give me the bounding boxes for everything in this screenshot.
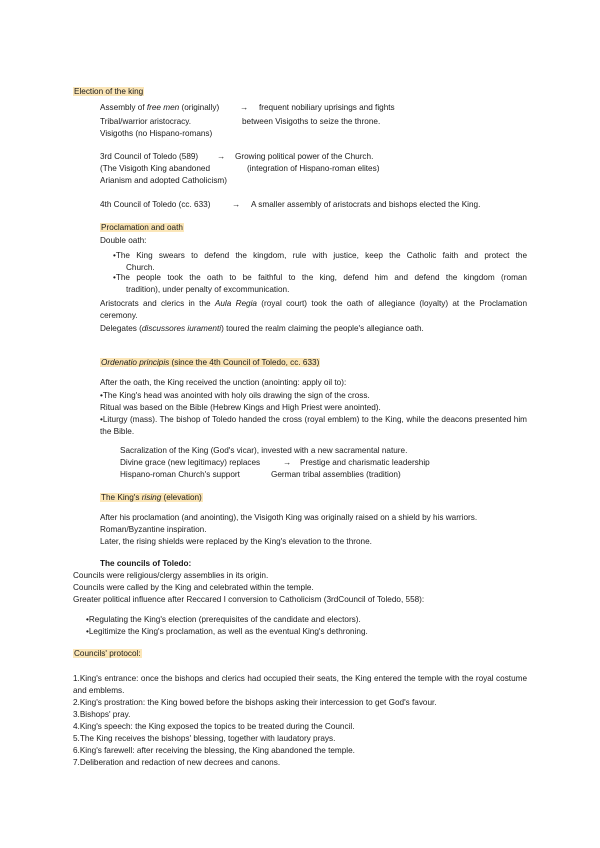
sacralization-text: Sacralization of the King (God's vicar), invested with a new sacramental nature.: [120, 446, 408, 455]
smaller-text: A smaller assembly of aristocrats and bishops elected the King.: [251, 200, 481, 209]
rising-line-3: Later, the rising shields were replaced by the King's elevation to the throne.: [100, 537, 372, 546]
divine-grace-text: Divine grace (new legitimacy) replaces: [120, 458, 261, 467]
councils-bullet-2: •Legitimize the King's proclamation, as well as the eventual King's dethroning.: [86, 627, 368, 636]
councils-bullet-1: •Regulating the King's election (prerequisites of the candidate and electors).: [86, 615, 361, 624]
arrow-icon: →: [232, 200, 241, 209]
protocol-item-6: 6.King's farewell: after receiving the blessing, the King abandoned the temple.: [73, 746, 355, 755]
section-heading-ordenatio: Ordenatio principis (since the 4th Council of Toledo, cc. 633): [101, 358, 320, 367]
section-heading-election: Election of the king: [74, 87, 144, 96]
assembly-line: Assembly of free men (originally): [100, 103, 220, 112]
protocol-item-2: 2.King's prostration: the King bowed before the bishops asking their intercession to get God's favour.: [73, 698, 437, 707]
council4-text: 4th Council of Toledo (cc. 633): [100, 200, 211, 209]
visigoths-text: Visigoths (no Hispano-romans): [100, 129, 213, 138]
aristocrats-paragraph: Aristocrats and clerics in the Aula Regia (royal court) took the oath of allegiance (loyalty) at the Proclamation ceremony.: [100, 299, 527, 320]
oath-bullet-king: •The King swears to defend the kingdom, rule with justice, keep the Catholic faith and protect the Church.: [113, 251, 527, 272]
double-oath-text: Double oath:: [100, 236, 147, 245]
protocol-item-4: 4.King's speech: the King exposed the topics to be treated during the Council.: [73, 722, 355, 731]
delegates-text: Delegates (discussores iuramenti) toured the realm claiming the people's allegiance oath.: [100, 324, 424, 333]
councils-line-1: Councils were religious/clergy assemblies in its origin.: [73, 571, 269, 580]
hispano-text: Hispano-roman Church's support: [120, 470, 240, 479]
arianism-text: Arianism and adopted Catholicism): [100, 176, 227, 185]
frequent-text: frequent nobiliary uprisings and fights: [259, 103, 395, 112]
section-heading-councils: The councils of Toledo:: [100, 559, 192, 568]
councils-line-2: Councils were called by the King and celebrated within the temple.: [73, 583, 314, 592]
arrow-icon: →: [217, 152, 226, 161]
liturgy-paragraph: •Liturgy (mass). The bishop of Toledo handed the cross (royal emblem) to the King, while the deacons presented him the Bible.: [100, 415, 527, 436]
after-oath-text: After the oath, the King received the unction (anointing: apply oil to):: [100, 378, 347, 387]
growing-text: Growing political power of the Church.: [235, 152, 374, 161]
head-anointed-text: •The King's head was anointed with holy oils drawing the sign of the cross.: [100, 391, 370, 400]
councils-line-3: Greater political influence after Reccared I conversion to Catholicism (3rdCouncil of Toledo, 558):: [73, 595, 425, 604]
protocol-item-5: 5.The King receives the bishops' blessing, together with laudatory prays.: [73, 734, 336, 743]
visigoth-king-text: (The Visigoth King abandoned: [100, 164, 211, 173]
section-heading-rising: The King's rising (elevation): [101, 493, 202, 502]
protocol-item-1: 1.King's entrance: once the bishops and clerics had occupied their seats, the King entered the temple with the royal costume and emblems.: [73, 674, 527, 695]
council3-text: 3rd Council of Toledo (589): [100, 152, 199, 161]
between-text: between Visigoths to seize the throne.: [242, 117, 381, 126]
prestige-text: Prestige and charismatic leadership: [300, 458, 430, 467]
arrow-icon: →: [240, 103, 249, 112]
ritual-text: Ritual was based on the Bible (Hebrew Kings and High Priest were anointed).: [100, 403, 381, 412]
section-heading-proclamation: Proclamation and oath: [101, 223, 183, 232]
protocol-item-7: 7.Deliberation and redaction of new decrees and canons.: [73, 758, 281, 767]
integration-text: (integration of Hispano-roman elites): [247, 164, 380, 173]
tribal-text: Tribal/warrior aristocracy.: [100, 117, 191, 126]
protocol-item-3: 3.Bishops' pray.: [73, 710, 131, 719]
rising-line-2: Roman/Byzantine inspiration.: [100, 525, 207, 534]
german-text: German tribal assemblies (tradition): [271, 470, 401, 479]
section-heading-protocol: Councils' protocol:: [74, 649, 141, 658]
arrow-icon: →: [283, 458, 292, 467]
oath-bullet-people: •The people took the oath to be faithful to the king, defend him and defend the kingdom (roman tradition), under penalty of excommunication.: [113, 273, 527, 294]
rising-line-1: After his proclamation (and anointing), the Visigoth King was originally raised on a shield by his warriors.: [100, 513, 478, 522]
